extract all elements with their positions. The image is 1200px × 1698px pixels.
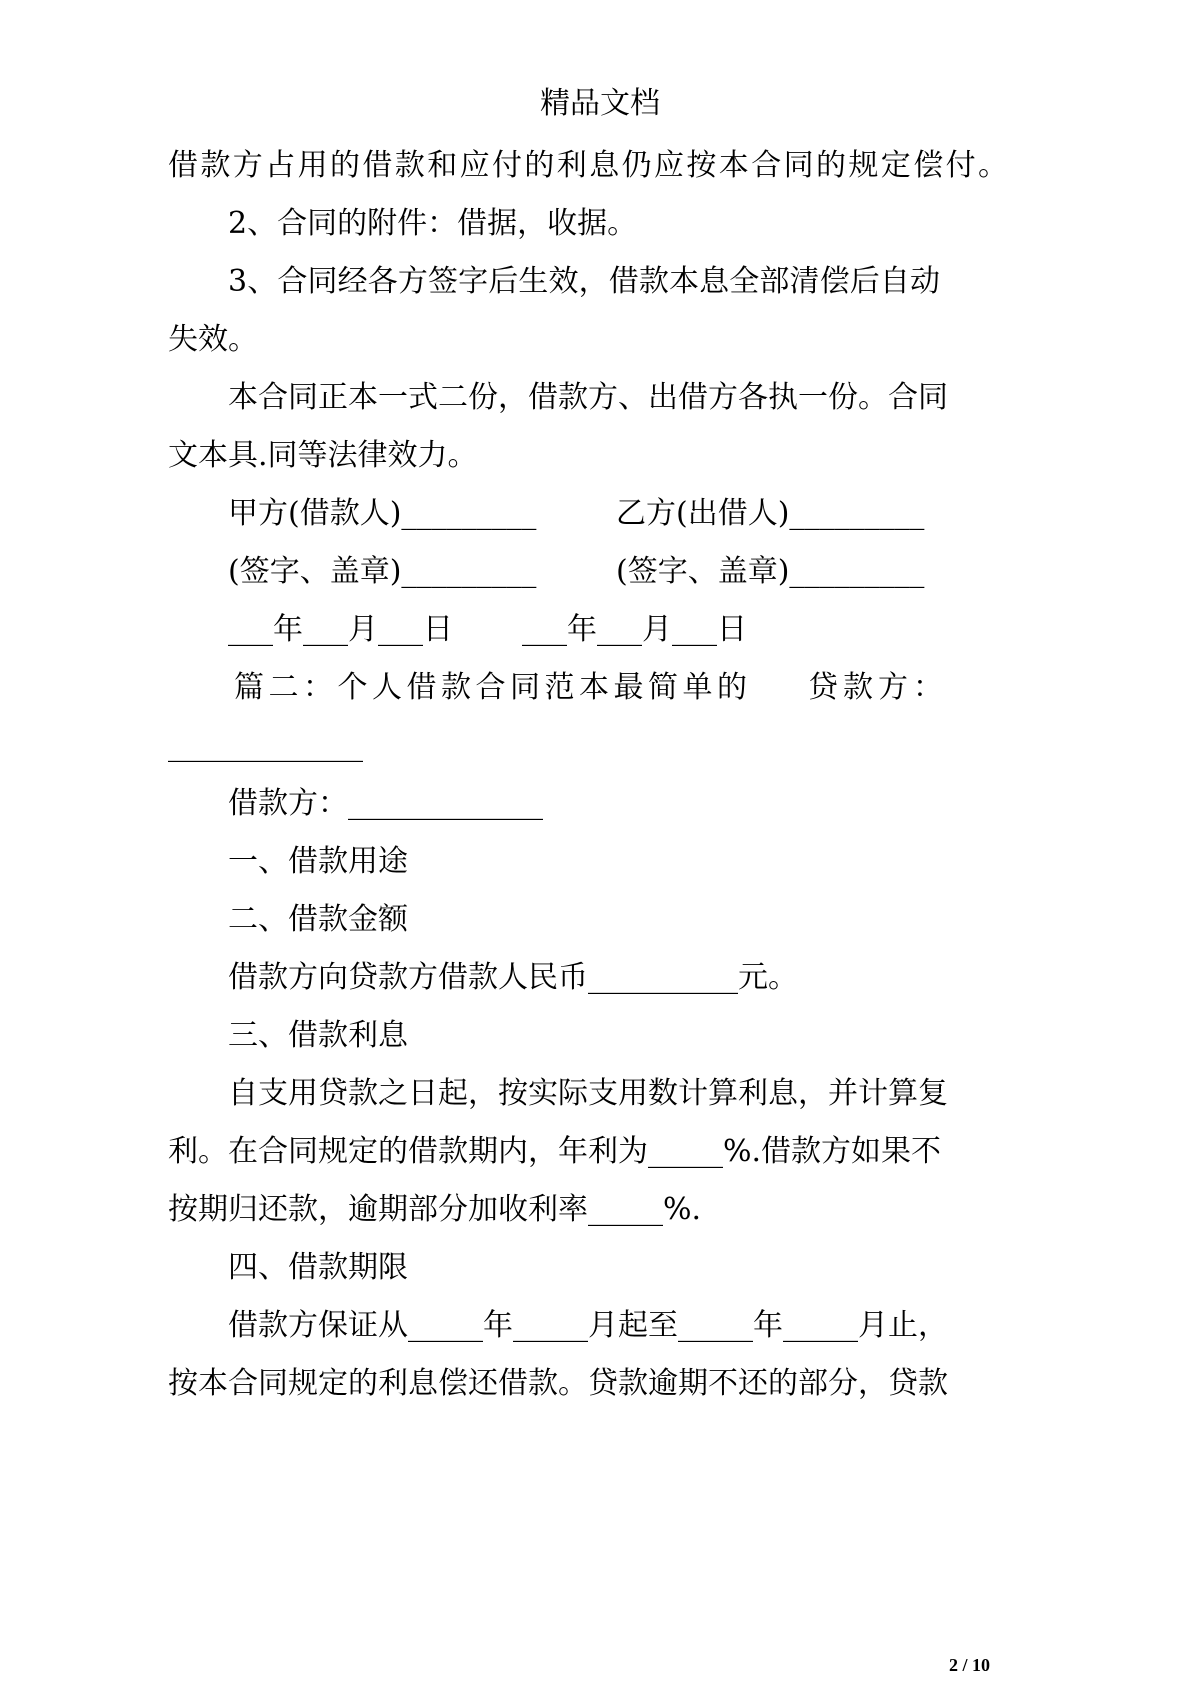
party-b-lender: 乙方(出借人)_________ — [616, 496, 925, 531]
clause-heading: 一、借款用途 — [228, 844, 408, 879]
section-heading: 篇二：个人借款合同范本最简单的 — [234, 670, 752, 705]
text-line: 3、合同经各方签字后生效，借款本息全部清偿后自动 — [228, 264, 940, 299]
text-line: 本合同正本一式二份，借款方、出借方各执一份。合同 — [228, 380, 948, 415]
party-a-borrower: 甲方(借款人)_________ — [228, 496, 537, 531]
clause-heading: 三、借款利息 — [228, 1018, 408, 1053]
lender-blank: _____________ — [168, 728, 363, 763]
lender-label: 贷款方： — [808, 670, 948, 705]
text-line: 失效。 — [168, 322, 258, 357]
text-line: 文本具.同等法律效力。 — [168, 438, 478, 473]
page-number: 2 / 10 — [948, 1655, 990, 1675]
clause-heading: 二、借款金额 — [228, 902, 408, 937]
text-line: 利。在合同规定的借款期内，年利为_____%.借款方如果不 — [168, 1134, 942, 1169]
party-b-signature: (签字、盖章)_________ — [616, 554, 925, 589]
text-line: 借款方向贷款方借款人民币__________元。 — [228, 960, 798, 995]
text-line: 2、合同的附件：借据，收据。 — [228, 206, 638, 241]
text-line: 按本合同规定的利息偿还借款。贷款逾期不还的部分，贷款 — [168, 1366, 948, 1401]
page-header-title: 精品文档 — [540, 86, 660, 121]
text-line: 按期归还款，逾期部分加收利率_____%. — [168, 1192, 702, 1227]
text-line: 自支用贷款之日起，按实际支用数计算利息，并计算复 — [228, 1076, 948, 1111]
text-line: 借款方占用的借款和应付的利息仍应按本合同的规定偿付。 — [168, 148, 1008, 183]
party-a-date: ___年___月___日 — [228, 612, 453, 647]
party-a-signature: (签字、盖章)_________ — [228, 554, 537, 589]
clause-heading: 四、借款期限 — [228, 1250, 408, 1285]
party-b-date: ___年___月___日 — [522, 612, 747, 647]
borrower-label: 借款方：_____________ — [228, 786, 543, 821]
text-line: 借款方保证从_____年_____月起至_____年_____月止， — [228, 1308, 948, 1343]
